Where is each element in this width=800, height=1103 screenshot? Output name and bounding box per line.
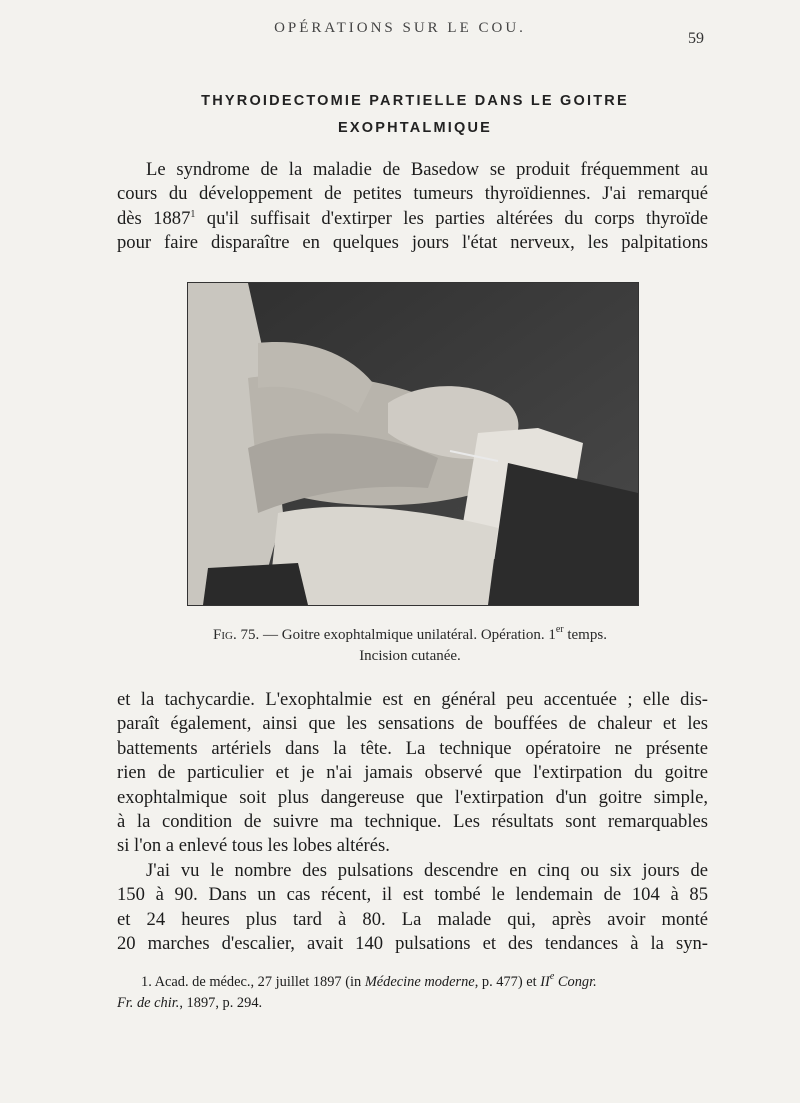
figure-caption-end: temps.	[563, 627, 607, 643]
text-line: J'ai vu le nombre des pulsations descendre en cinq ou six jours de	[146, 859, 708, 881]
footnote-number: 1.	[141, 974, 152, 990]
footnote-superscript: e	[549, 971, 555, 982]
footnote-line-1	[117, 972, 708, 993]
footnote-text: , p. 477) et	[474, 974, 541, 990]
text-line: paraît également, ainsi que les sensations de bouffées de chaleur et les	[117, 713, 708, 735]
footnote-journal: Médecine moderne	[364, 974, 475, 990]
figure-label: Fig. 75.	[213, 627, 260, 643]
footnote-text: , 1897, p. 294.	[179, 995, 263, 1011]
figure-caption	[130, 625, 690, 667]
footnote-congress-text: Congr.	[554, 974, 597, 990]
text-line: rien de particulier et je n'ai jamais observé que l'extirpation du goitre	[117, 762, 708, 784]
footnote-congress-ordinal: II	[540, 974, 550, 990]
article-title-line-1: THYROIDECTOMIE PARTIELLE DANS LE GOITRE	[201, 93, 629, 109]
footnote-congress-name: Fr. de chir.	[117, 995, 180, 1011]
text-line-rest: qu'il suffisait d'extirper les parties altérées du corps thyroïde	[206, 207, 709, 229]
text-line	[117, 207, 708, 231]
footnote-line-2	[117, 993, 708, 1014]
text-line: Le syndrome de la maladie de Basedow se produit fréquemment au	[146, 159, 708, 180]
figure-caption-superscript: er	[555, 624, 564, 635]
figure-caption-line-2: Incision cutanée.	[359, 648, 461, 664]
footnote	[117, 972, 708, 1014]
figure-photograph	[187, 282, 639, 606]
text-line: battements artériels dans la tête. La technique opératoire ne présente	[117, 737, 708, 759]
text-line: à la condition de suivre ma technique. Les résultats sont remarquables	[117, 811, 708, 833]
text-line: et 24 heures plus tard à 80. La malade qui, après avoir monté	[117, 908, 708, 930]
figure-caption-text: — Goitre exophtalmique unilatéral. Opération. 1	[259, 627, 556, 643]
text-line: 150 à 90. Dans un cas récent, il est tombé le lendemain de 104 à 85	[117, 884, 708, 906]
body-paragraphs	[117, 688, 708, 956]
footnote-text: Acad. de médec., 27 juillet 1897 (in	[151, 974, 365, 990]
intro-paragraph	[117, 158, 708, 256]
text-line: et la tachycardie. L'exophtalmie est en général peu accentuée ; elle dis-	[117, 689, 708, 710]
text-line: cours du développement de petites tumeurs thyroïdiennes. J'ai remarqué	[117, 183, 708, 205]
article-title	[130, 88, 700, 142]
article-title-line-2: EXOPHTALMIQUE	[337, 120, 492, 136]
footnote-congress	[540, 971, 597, 990]
text-line: si l'on a enlevé tous les lobes altérés.	[117, 835, 390, 857]
surgery-photograph-illustration	[188, 283, 638, 605]
text-line-start: dès 1887	[117, 207, 191, 229]
running-title: OPÉRATIONS SUR LE COU.	[274, 20, 526, 36]
figure-caption-line-1	[130, 625, 690, 646]
text-line: pour faire disparaître en quelques jours l'état nerveux, les palpitations	[117, 232, 708, 254]
text-line: 20 marches d'escalier, avait 140 pulsations et des tendances à la syn-	[117, 933, 708, 955]
text-line: exophtalmique soit plus dangereuse que l'extirpation d'un goitre simple,	[117, 786, 708, 808]
page-number: 59	[688, 30, 704, 47]
footnote-reference: 1	[190, 208, 196, 220]
